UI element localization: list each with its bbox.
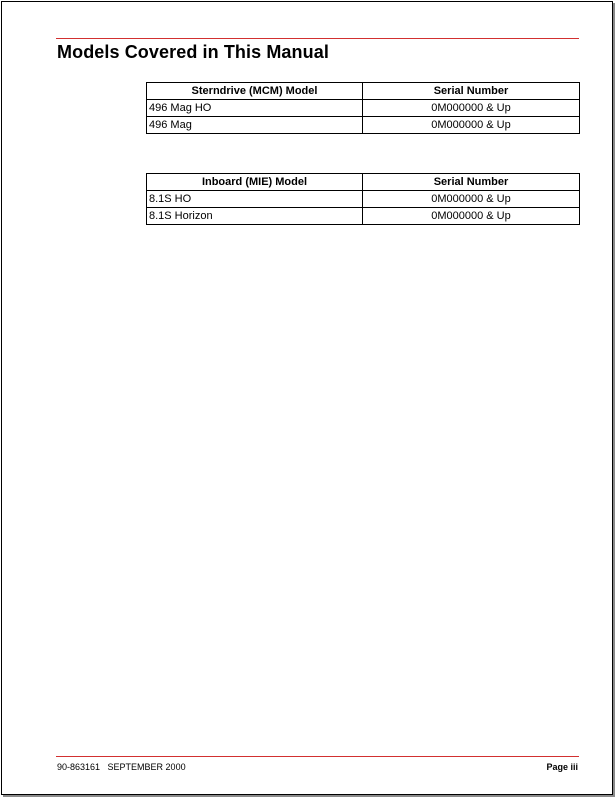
header-rule xyxy=(56,38,579,39)
serial-cell: 0M000000 & Up xyxy=(363,208,580,225)
model-cell: 8.1S HO xyxy=(147,191,363,208)
footer-page-number: Page iii xyxy=(546,762,578,772)
table-row xyxy=(147,117,580,134)
inboard-models-table xyxy=(146,173,580,225)
model-cell: 496 Mag HO xyxy=(147,100,363,117)
serial-cell: 0M000000 & Up xyxy=(363,100,580,117)
serial-column-header: Serial Number xyxy=(363,83,580,100)
sterndrive-models-table xyxy=(146,82,580,134)
table-header-row xyxy=(147,174,580,191)
page-title: Models Covered in This Manual xyxy=(57,42,329,62)
serial-cell: 0M000000 & Up xyxy=(363,191,580,208)
model-column-header: Inboard (MIE) Model xyxy=(147,174,363,191)
footer-doc-info: 90-863161 SEPTEMBER 2000 xyxy=(57,762,186,772)
model-column-header: Sterndrive (MCM) Model xyxy=(147,83,363,100)
table-row xyxy=(147,208,580,225)
model-cell: 8.1S Horizon xyxy=(147,208,363,225)
serial-cell: 0M000000 & Up xyxy=(363,117,580,134)
table-header-row xyxy=(147,83,580,100)
table-row xyxy=(147,100,580,117)
model-cell: 496 Mag xyxy=(147,117,363,134)
footer-rule xyxy=(56,756,579,757)
serial-column-header: Serial Number xyxy=(363,174,580,191)
table-row xyxy=(147,191,580,208)
